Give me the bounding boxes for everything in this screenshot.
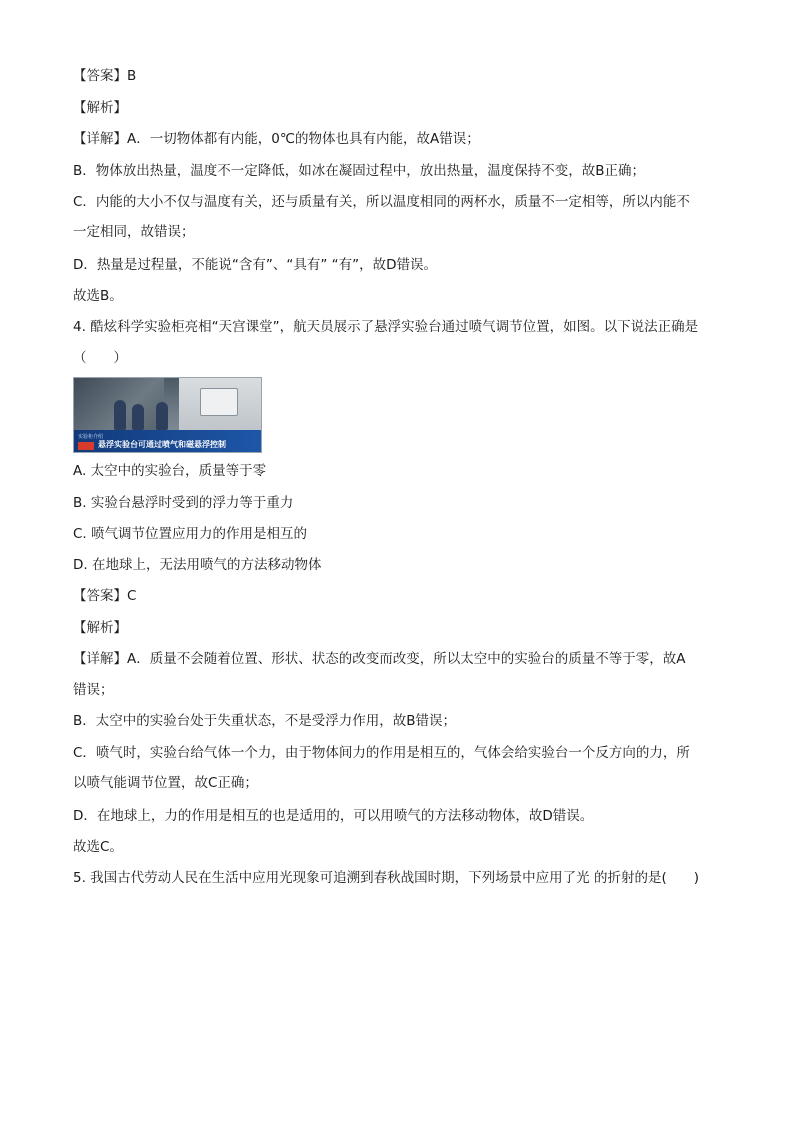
conclusion-q3: 故选B。 — [73, 288, 123, 304]
detail-line-q4-b: B．太空中的实验台处于失重状态，不是受浮力作用，故B错误； — [73, 713, 457, 729]
detail-line-q3-a: 【详解】A．一切物体都有内能，0℃的物体也具有内能，故A错误； — [73, 131, 480, 147]
analysis-label-q4: 【解析】 — [73, 620, 127, 636]
detail-line-q3-b: B．物体放出热量，温度不一定降低，如冰在凝固过程中，放出热量，温度保持不变，故B正确； — [73, 163, 646, 179]
detail-line-q4-c1: C．喷气时，实验台给气体一个力，由于物体间力的作用是相互的，气体会给实验台一个反方向的力，所 — [73, 745, 690, 761]
question-4-stem: 4. 酷炫科学实验柜亮相“天宫课堂”，航天员展示了悬浮实验台通过喷气调节位置，如图。以下说法正确是 — [73, 319, 699, 335]
photo-experiment-cabinet — [200, 388, 238, 416]
option-4-c: C. 喷气调节位置应用力的作用是相互的 — [73, 526, 308, 542]
detail-line-q4-c2: 以喷气能调节位置，故C正确； — [73, 775, 258, 791]
conclusion-q4: 故选C。 — [73, 839, 123, 855]
option-4-a: A. 太空中的实验台，质量等于零 — [73, 463, 267, 479]
photo-astronaut — [132, 404, 144, 430]
photo-astronaut — [114, 400, 126, 430]
photo-caption-small: 实验柜介绍 — [78, 434, 104, 440]
detail-line-q4-d: D．在地球上，力的作用是相互的也是适用的，可以用喷气的方法移动物体，故D错误。 — [73, 808, 594, 824]
question-5-stem: 5. 我国古代劳动人民在生活中应用光现象可追溯到春秋战国时期，下列场景中应用了光 的折射的是( ) — [73, 870, 699, 886]
option-4-d: D. 在地球上，无法用喷气的方法移动物体 — [73, 557, 322, 573]
detail-line-q3-c2: 一定相同，故错误； — [73, 224, 195, 240]
detail-line-q4-a2: 错误； — [73, 682, 114, 698]
question-4-photo — [73, 377, 262, 453]
photo-caption-main: 悬浮实验台可通过喷气和磁悬浮控制 — [98, 440, 226, 449]
detail-line-q4-a1: 【详解】A．质量不会随着位置、形状、状态的改变而改变，所以太空中的实验台的质量不等于零，故A — [73, 651, 686, 667]
photo-astronaut — [156, 402, 168, 430]
question-4-bracket: （ ） — [73, 350, 127, 366]
detail-line-q3-c1: C．内能的大小不仅与温度有关，还与质量有关，所以温度相同的两杯水，质量不一定相等，所以内能不 — [73, 194, 690, 210]
detail-line-q3-d: D．热量是过程量，不能说“含有”、“具有” “有”，故D错误。 — [73, 257, 438, 273]
option-4-b: B. 实验台悬浮时受到的浮力等于重力 — [73, 495, 294, 511]
photo-channel-logo — [78, 442, 94, 450]
analysis-label-q3: 【解析】 — [73, 100, 127, 116]
answer-label-q3: 【答案】B — [73, 68, 137, 84]
answer-label-q4: 【答案】C — [73, 588, 137, 604]
